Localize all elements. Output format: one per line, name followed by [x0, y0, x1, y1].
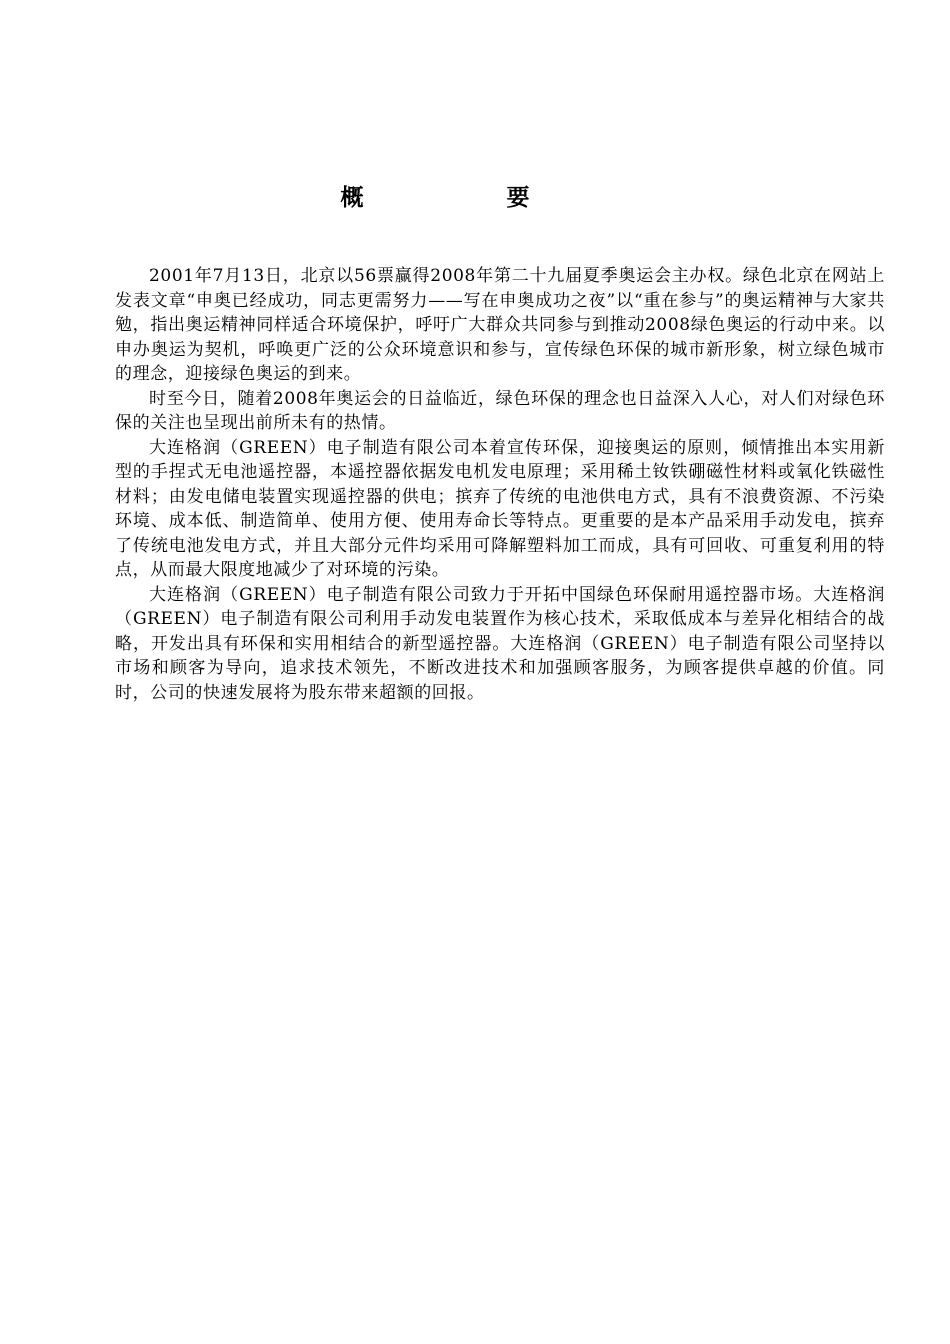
summary-body — [115, 264, 885, 705]
page-title: 概 要 — [340, 185, 590, 211]
paragraph-4: 大连格润（GREEN）电子制造有限公司致力于开拓中国绿色环保耐用遥控器市场。大连格润（GREEN）电子制造有限公司利用手动发电装置作为核心技术，采取低成本与差异化相结合的战略，开发出具有环保和实用相结合的新型遥控器。大连格润（GREEN）电子制造有限公司坚持以市场和顾客为导向，追求技术领先，不断改进技术和加强顾客服务，为顾客提供卓越的价值。同时，公司的快速发展将为股东带来超额的回报。 — [115, 584, 885, 703]
paragraph-2: 时至今日，随着2008年奥运会的日益临近，绿色环保的理念也日益深入人心，对人们对绿色环保的关注也呈现出前所未有的热情。 — [115, 388, 885, 433]
paragraph-3: 大连格润（GREEN）电子制造有限公司本着宣传环保，迎接奥运的原则，倾情推出本实用新型的手捏式无电池遥控器，本遥控器依据发电机发电原理；采用稀土钕铁硼磁性材料或氧化铁磁性材料；由发电储电装置实现遥控器的供电；摈弃了传统的电池供电方式，具有不浪费资源、不污染环境、成本低、制造简单、使用方便、使用寿命长等特点。更重要的是本产品采用手动发电，摈弃了传统电池发电方式，并且大部分元件均采用可降解塑料加工而成，具有可回收、可重复利用的特点，从而最大限度地减少了对环境的污染。 — [115, 437, 885, 580]
paragraph-1: 2001年7月13日，北京以56票赢得2008年第二十九届夏季奥运会主办权。绿色北京在网站上发表文章“申奥已经成功，同志更需努力——写在申奥成功之夜”以“重在参与”的奥运精神与大家共勉，指出奥运精神同样适合环境保护，呼吁广大群众共同参与到推动2008绿色奥运的行动中来。以申办奥运为契机，呼唤更广泛的公众环境意识和参与，宣传绿色环保的城市新形象，树立绿色城市的理念，迎接绿色奥运的到来。 — [115, 266, 885, 384]
